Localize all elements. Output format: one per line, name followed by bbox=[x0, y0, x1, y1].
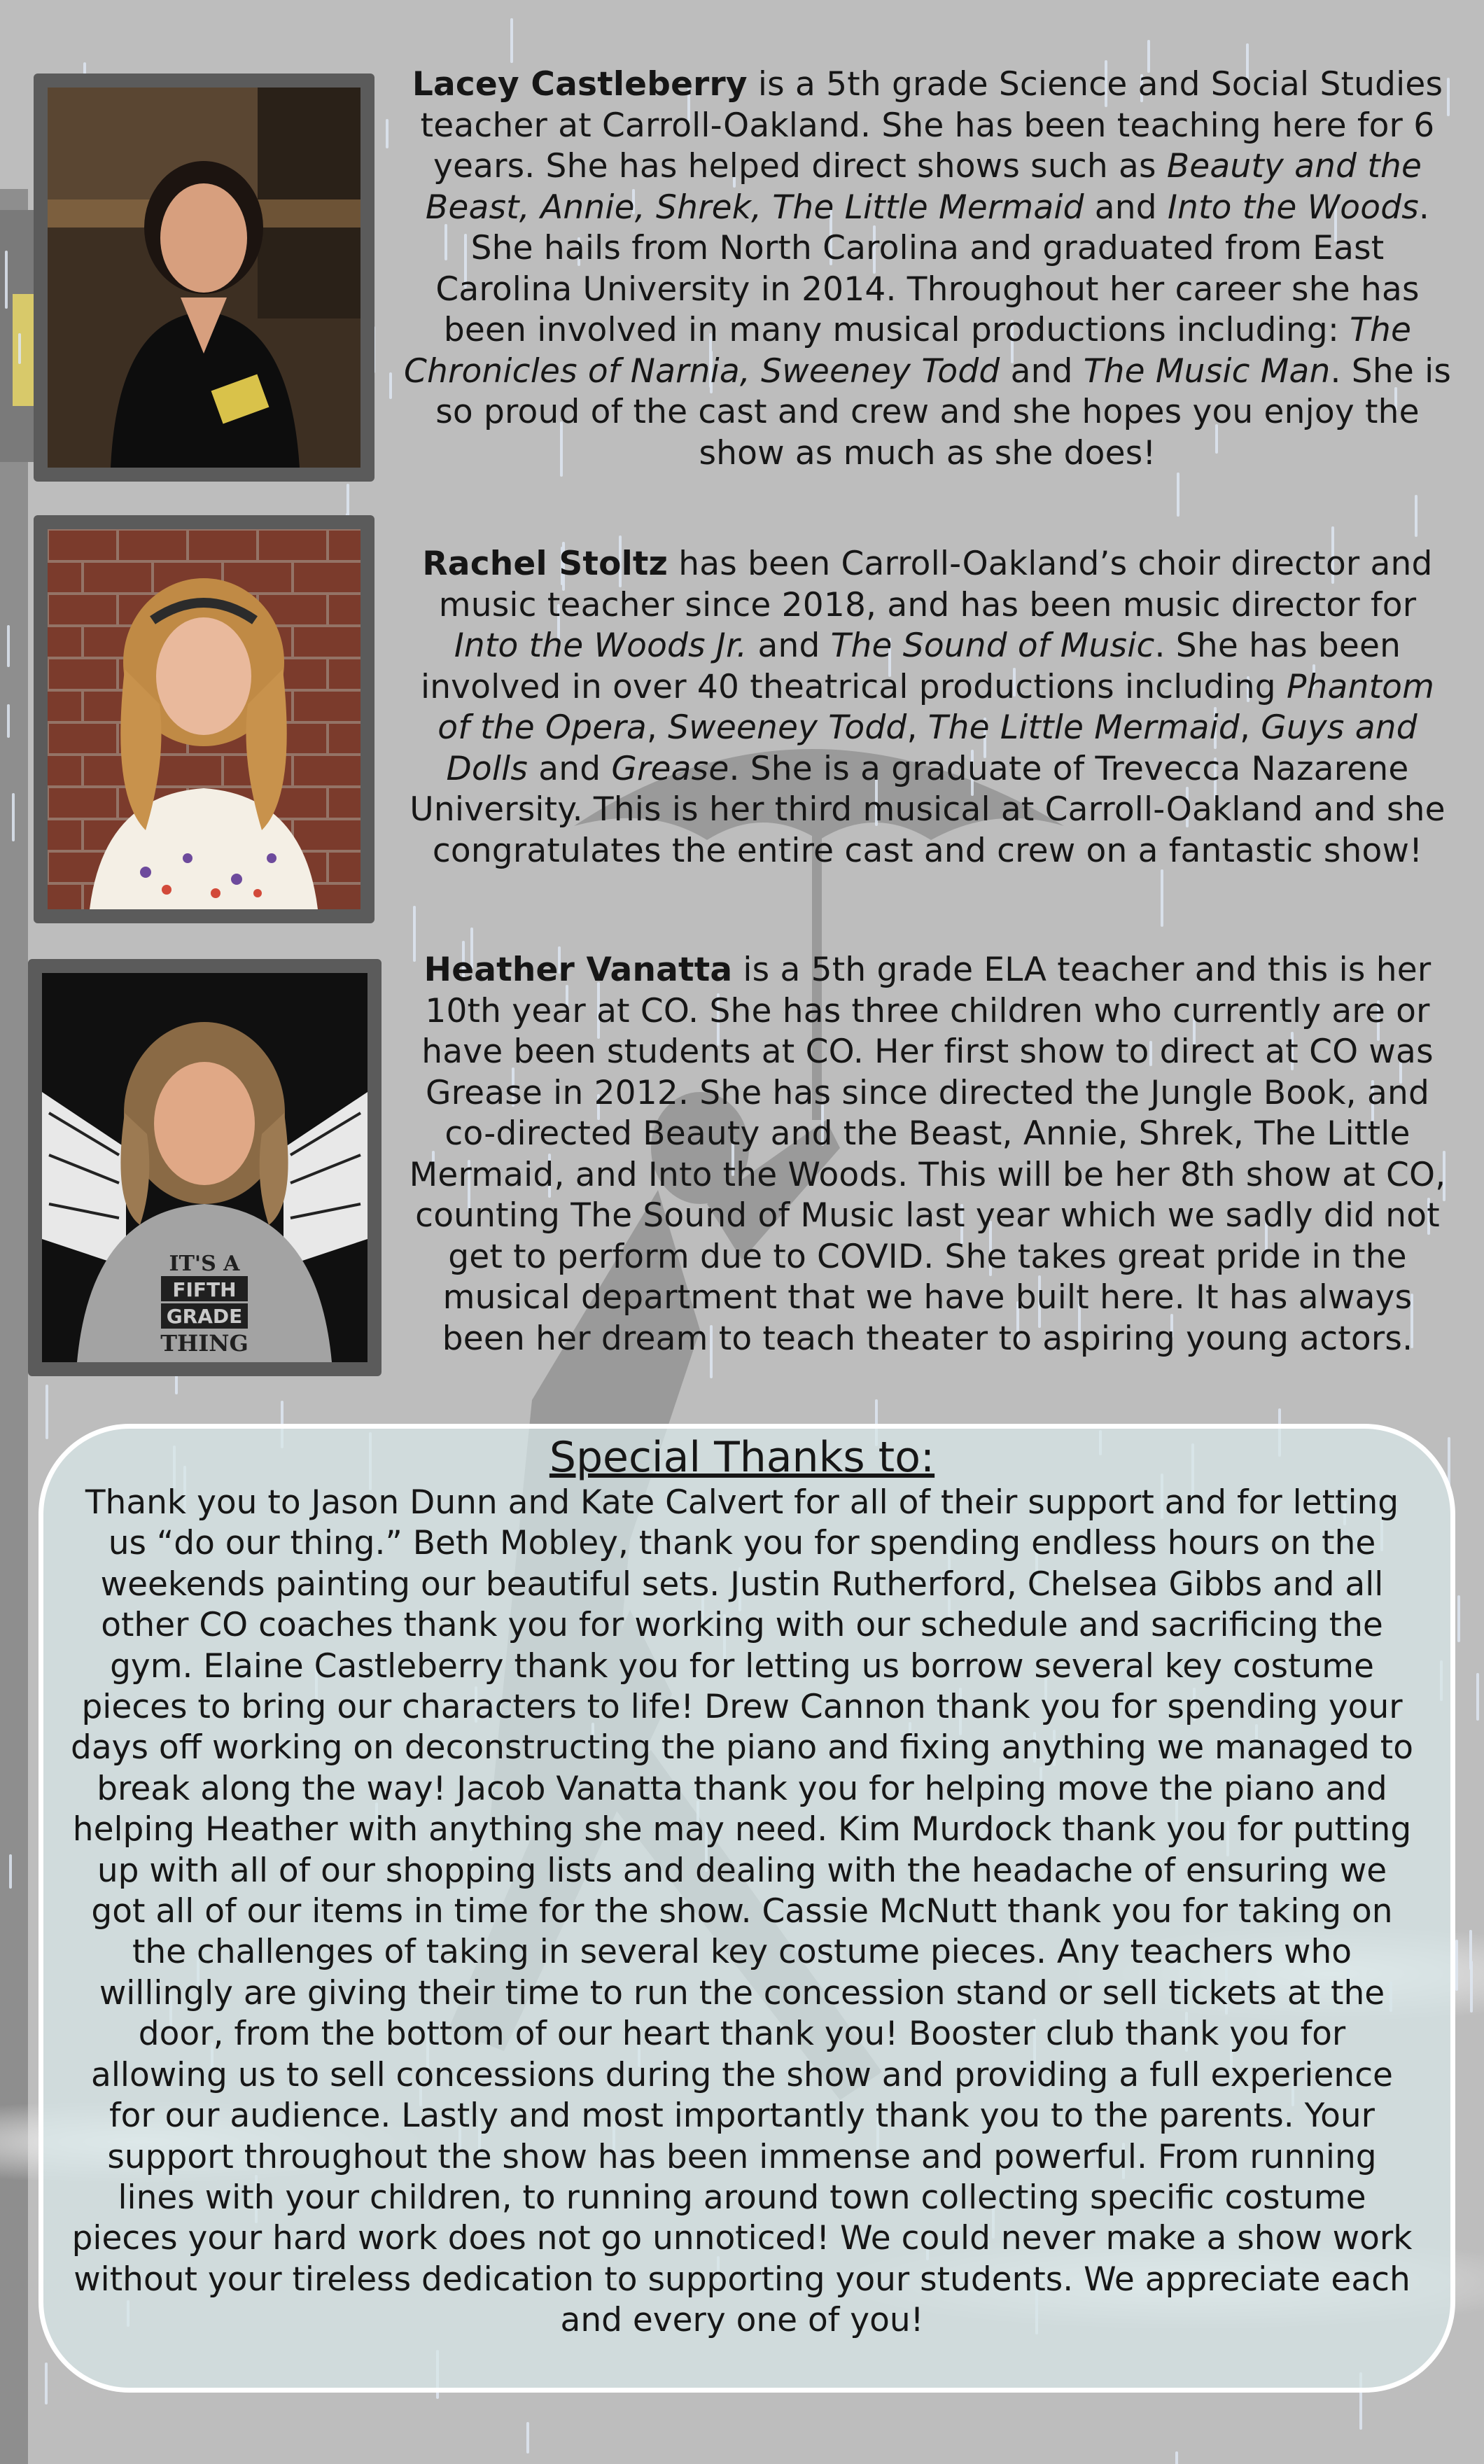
photo-lacey-castleberry bbox=[34, 74, 374, 482]
bio-show-title: Into the Woods Jr. bbox=[454, 626, 748, 665]
shirt-line-2: FIFTH bbox=[172, 1278, 237, 1301]
bio-text: , bbox=[906, 708, 928, 747]
bio-text: . She has been involved in over 40 theatrical productions including bbox=[420, 626, 1401, 706]
bio-show-titles: The Chronicles of Narnia, Sweeney Todd bbox=[403, 311, 1412, 391]
bio-text: . She is so proud of the cast and crew and she hopes you enjoy the show as much as she does! bbox=[435, 351, 1452, 472]
bio-show-title: Phantom of the Opera bbox=[438, 667, 1435, 747]
portrait-image bbox=[48, 88, 360, 468]
photo-rachel-stoltz bbox=[34, 515, 374, 923]
bio-text: and bbox=[528, 749, 612, 788]
special-thanks-title: Special Thanks to: bbox=[549, 1433, 935, 1482]
bio-text: , bbox=[1239, 708, 1261, 747]
portrait-image bbox=[42, 973, 368, 1362]
bio-show-title: The Music Man bbox=[1083, 351, 1331, 391]
shirt-line-1: IT'S A bbox=[169, 1252, 240, 1276]
bio-text: . She hails from North Carolina and graduated from East Carolina University in 2014. Throughout her career she has been involved in many musical productions including: bbox=[435, 188, 1430, 349]
bio-text: and bbox=[1000, 351, 1084, 391]
bio-text: and bbox=[747, 626, 831, 665]
bio-name: Lacey Castleberry bbox=[412, 65, 748, 104]
bio-lacey-castleberry bbox=[402, 64, 1452, 474]
bio-name: Heather Vanatta bbox=[424, 951, 733, 989]
bio-show-title: Guys and Dolls bbox=[446, 708, 1418, 788]
bio-show-title: Sweeney Todd bbox=[668, 708, 907, 747]
bio-rachel-stoltz bbox=[402, 544, 1452, 872]
bio-text: . She is a graduate of Trevecca Nazarene University. This is her third musical at Carroll-Oakland and she congratulates the entire cast and crew on a fantastic show! bbox=[410, 749, 1446, 870]
bio-show-title: Into the Woods bbox=[1167, 188, 1419, 227]
bio-text: , bbox=[646, 708, 668, 747]
portrait-image bbox=[48, 529, 360, 909]
bio-text: and bbox=[1084, 188, 1168, 227]
bio-heather-vanatta bbox=[402, 950, 1452, 1359]
bio-text: is a 5th grade ELA teacher and this is her 10th year at CO. She has three children who currently are or have been students at CO. Her first show to direct at CO was Grease in 2012. She has since directed the Jungle Book, and co-directed Beauty and the Beast, Annie, Shrek, The Little Mermaid, and Into the Woods. This will be her 8th show at CO, counting The Sound of Music last year which we sadly did not get to perform due to COVID. She takes great pride in the musical department that we have built here. It has always been her dream to teach theater to aspiring young actors. bbox=[409, 951, 1446, 1358]
bio-text: is a 5th grade Science and Social Studies teacher at Carroll-Oakland. She has been teaching here for 6 years. She has helped direct shows such as bbox=[420, 65, 1443, 186]
bio-text: has been Carroll-Oakland’s choir director and music teacher since 2018, and has been music director for bbox=[438, 545, 1433, 624]
bio-show-titles: Beauty and the Beast, Annie, Shrek, The Little Mermaid bbox=[425, 147, 1422, 227]
shirt-line-4: THING bbox=[160, 1330, 248, 1357]
bio-show-title: The Little Mermaid bbox=[927, 708, 1240, 747]
bio-name: Rachel Stoltz bbox=[422, 545, 668, 583]
special-thanks-body: Thank you to Jason Dunn and Kate Calvert for all of their support and for letting us “do our thing.” Beth Mobley, thank you for spending endless hours on the weekends painting our beautiful sets. Justin Rutherford, Chelsea Gibbs and all other CO coaches thank you for working with our schedule and sacrificing the gym. Elaine Castleberry thank you for letting us borrow several key costume pieces to bring our characters to life! Drew Cannon thank you for spending your days off working on deconstructing the piano and fixing anything we managed to break along the way! Jacob Vanatta thank you for helping move the piano and helping Heather with anything she may need. Kim Murdock thank you for putting up with all of our shopping lists and dealing with the headache of ensuring we got all of our items in time for the show. Cassie McNutt thank you for taking on the challenges of taking in several key costume pieces. Any teachers who willingly are giving their time to run the concession stand or sell tickets at the door, from the bottom of our heart thank you! Booster club thank you for allowing us to sell concessions during the show and providing a full experience for our audience. Lastly and most importantly thank you to the parents. Your support throughout the show has been immense and powerful. From running lines with your children, to running around town collecting specific costume pieces your hard work does not go unnoticed! We could never make a show work without your tireless dedication to supporting your students. We appreciate each and every one of you! bbox=[71, 1483, 1413, 2340]
bio-show-title: Grease bbox=[611, 749, 729, 788]
photo-heather-vanatta bbox=[28, 959, 382, 1376]
shirt-line-3: GRADE bbox=[166, 1305, 243, 1328]
bio-show-title: The Sound of Music bbox=[830, 626, 1155, 665]
